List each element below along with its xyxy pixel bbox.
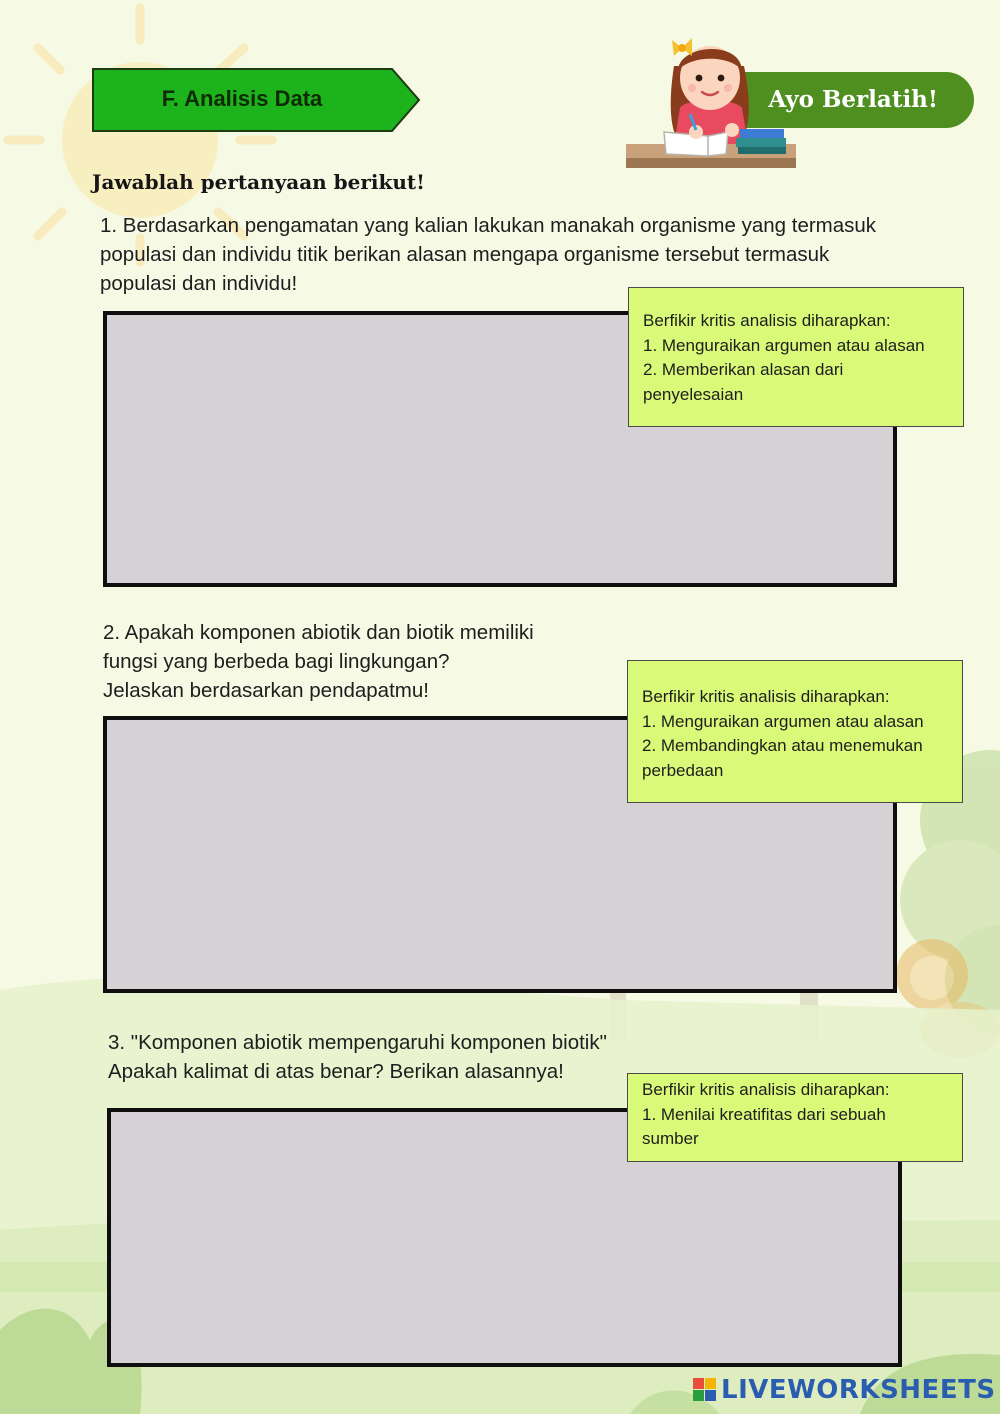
hint-1-title: Berfikir kritis analisis diharapkan: (643, 311, 891, 330)
hint-3-title: Berfikir kritis analisis diharapkan: (642, 1080, 890, 1099)
hint-1-item-1: 1. Menguraikan argumen atau alasan (643, 335, 925, 355)
question-2-line-2: fungsi yang berbeda bagi lingkungan? (103, 650, 450, 673)
hint-box-1 (628, 287, 964, 427)
liveworksheets-logo-text: LIVEWORKSHEETS (721, 1375, 996, 1405)
hint-box-2 (627, 660, 963, 803)
girl-studying-illustration (622, 26, 798, 172)
liveworksheets-logo-icon (693, 1378, 717, 1402)
hint-2-item-2: 2. Membandingkan atau menemukan perbedaan (642, 736, 923, 780)
hint-2-item-1: 1. Menguraikan argumen atau alasan (642, 711, 924, 731)
hint-1-item-2: 2. Memberikan alasan dari penyelesaian (643, 360, 844, 404)
ayo-berlatih-badge: Ayo Berlatih! (730, 72, 974, 128)
liveworksheets-logo[interactable] (693, 1375, 996, 1405)
question-1-line-3: populasi dan individu! (100, 272, 298, 295)
question-2-line-3: Jelaskan berdasarkan pendapatmu! (103, 679, 429, 702)
question-1 (100, 211, 950, 298)
section-tag (92, 68, 420, 132)
hint-box-3 (627, 1073, 963, 1162)
instruction-heading: Jawablah pertanyaan berikut! (92, 170, 425, 194)
question-1-line-2: populasi dan individu titik berikan alasan mengapa organisme tersebut termasuk (100, 243, 830, 266)
section-title: F. Analisis Data (161, 86, 323, 111)
question-3-line-2: Apakah kalimat di atas benar? Berikan alasannya! (108, 1060, 564, 1083)
question-2 (103, 618, 623, 705)
hint-3-item-1: 1. Menilai kreatifitas dari sebuah sumber (642, 1104, 886, 1148)
question-2-line-1: 2. Apakah komponen abiotik dan biotik memiliki (103, 621, 534, 644)
question-1-line-1: 1. Berdasarkan pengamatan yang kalian lakukan manakah organisme yang termasuk (100, 214, 877, 237)
question-3 (108, 1028, 708, 1086)
hint-2-title: Berfikir kritis analisis diharapkan: (642, 687, 890, 706)
question-3-line-1: 3. "Komponen abiotik mempengaruhi komponen biotik" (108, 1031, 607, 1054)
